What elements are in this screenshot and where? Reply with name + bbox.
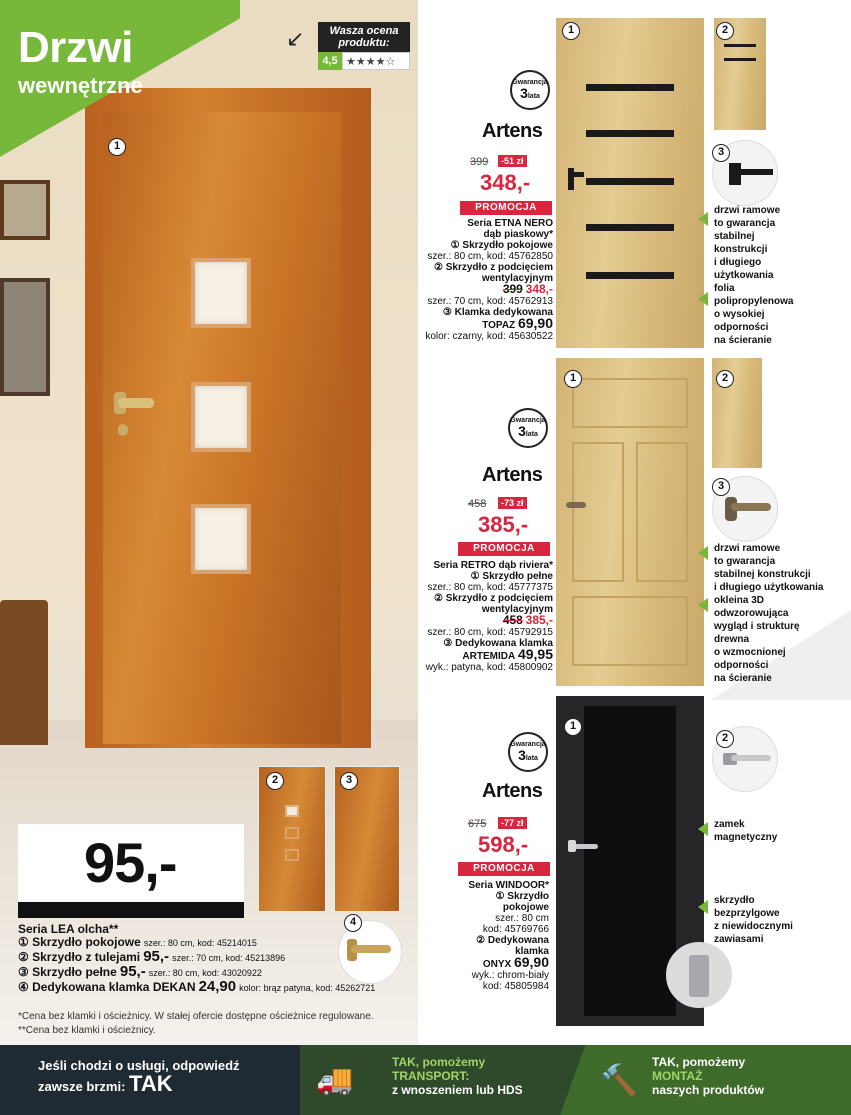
item-2: ② Skrzydło z podcięciem bbox=[434, 593, 553, 604]
guarantee-years: 3 bbox=[518, 747, 526, 763]
lea-item-3-spec: szer.: 80 cm, kod: 43020922 bbox=[148, 968, 262, 978]
etna-door-image bbox=[556, 18, 704, 348]
pointer-icon bbox=[698, 900, 708, 914]
windoor-features-2 bbox=[714, 894, 844, 946]
guarantee-label: Gwarancja bbox=[510, 741, 546, 748]
footer-banner bbox=[0, 1045, 851, 1115]
series-name: Seria RETRO dąb riviera* bbox=[433, 560, 553, 571]
feature-line: to gwarancja bbox=[714, 218, 776, 229]
feature-line: o wzmocnionej bbox=[714, 647, 786, 658]
item-2-old: 458 bbox=[502, 613, 523, 627]
promo-badge: PROMOCJA bbox=[458, 542, 550, 556]
feature-line: folia bbox=[714, 283, 735, 294]
transport-line2: TRANSPORT: bbox=[392, 1069, 470, 1083]
retro-info bbox=[363, 560, 553, 673]
feature-line: zamek bbox=[714, 819, 745, 830]
lea-item-3-price: 95,- bbox=[119, 963, 146, 980]
feature-line: magnetyczny bbox=[714, 832, 778, 843]
lea-door-thumb-2 bbox=[258, 766, 326, 912]
footer-tak: TAK bbox=[129, 1071, 173, 1096]
feature-line: drzwi ramowe bbox=[714, 543, 781, 554]
page-title bbox=[18, 23, 143, 98]
rating-label: Wasza ocena produktu: bbox=[318, 22, 410, 52]
brand-name: Artens bbox=[482, 120, 543, 142]
marker-3: 3 bbox=[712, 144, 730, 162]
feature-line: odporności bbox=[714, 322, 769, 333]
marker-4: 4 bbox=[344, 914, 362, 932]
guarantee-unit: lata bbox=[525, 431, 538, 438]
guarantee-label: Gwarancja bbox=[510, 417, 546, 424]
hinge-image bbox=[666, 942, 732, 1008]
item-3-price: 49,95 bbox=[517, 646, 553, 662]
marker-1: 1 bbox=[564, 718, 582, 736]
feature-line: użytkowania bbox=[714, 270, 774, 281]
guarantee-years: 3 bbox=[520, 85, 528, 101]
guarantee-label: Gwarancja bbox=[512, 79, 548, 86]
marker-3: 3 bbox=[340, 772, 358, 790]
promo-badge: PROMOCJA bbox=[460, 201, 552, 215]
door-handle bbox=[118, 398, 154, 408]
item-3-code: kod: 45805984 bbox=[482, 981, 549, 992]
feature-line: na ścieranie bbox=[714, 673, 772, 684]
retro-features bbox=[714, 542, 844, 685]
montaz-line2: MONTAŻ bbox=[652, 1069, 703, 1083]
promo-badge: PROMOCJA bbox=[458, 862, 550, 876]
lea-item-2-price: 95,- bbox=[143, 948, 170, 965]
pointer-icon bbox=[698, 292, 708, 306]
feature-line: stabilnej konstrukcji bbox=[714, 569, 811, 580]
footnote-2: **Cena bez klamki i ościeżnicy. bbox=[18, 1025, 156, 1036]
lea-item-2-spec: szer.: 70 cm, kod: 45213896 bbox=[172, 953, 286, 963]
item-1: ① Skrzydło bbox=[495, 891, 549, 902]
item-3: ③ Dedykowana klamka bbox=[443, 638, 553, 649]
transport-line3: z wnoszeniem lub HDS bbox=[392, 1083, 523, 1097]
item-1-spec: szer.: 80 cm bbox=[495, 913, 549, 924]
marker-2: 2 bbox=[716, 730, 734, 748]
feature-line: to gwarancja bbox=[714, 556, 776, 567]
item-1-b: pokojowe bbox=[502, 902, 549, 913]
marker-2: 2 bbox=[266, 772, 284, 790]
lea-item-1: ① Skrzydło pokojowe bbox=[18, 935, 141, 949]
feature-line: o wysokiej bbox=[714, 309, 765, 320]
lea-item-3: ③ Skrzydło pełne bbox=[18, 965, 117, 979]
discount-badge: -73 zł bbox=[498, 497, 527, 509]
guarantee-badge bbox=[508, 408, 548, 448]
item-2: ② Dedykowana bbox=[476, 935, 549, 946]
item-2-old: 399 bbox=[502, 282, 523, 296]
door-glass bbox=[191, 382, 251, 452]
guarantee-unit: lata bbox=[525, 755, 538, 762]
feature-line: okleina 3D bbox=[714, 595, 765, 606]
title-sub: wewnętrzne bbox=[18, 73, 143, 98]
feature-line: konstrukcji bbox=[714, 244, 768, 255]
lea-item-2: ② Skrzydło z tulejami bbox=[18, 950, 141, 964]
retro-door-image bbox=[556, 358, 704, 686]
old-price: 675 bbox=[468, 818, 487, 830]
item-3-price: 69,90 bbox=[517, 315, 553, 331]
stars-icon: ★★★★☆ bbox=[342, 52, 410, 70]
series-name: Seria ETNA NERO bbox=[467, 218, 553, 229]
feature-line: wygląd i strukturę bbox=[714, 621, 800, 632]
lea-item-4-spec: kolor: brąz patyna, kod: 45262721 bbox=[239, 983, 376, 993]
lea-door-image bbox=[103, 112, 341, 744]
etna-features bbox=[714, 204, 844, 347]
item-3-name: TOPAZ bbox=[482, 320, 516, 331]
feature-line: na ścieranie bbox=[714, 335, 772, 346]
feature-line: stabilnej bbox=[714, 231, 755, 242]
pointer-icon bbox=[698, 598, 708, 612]
windoor-info bbox=[409, 880, 549, 992]
chair bbox=[0, 600, 48, 745]
marker-2: 2 bbox=[716, 22, 734, 40]
brand-logo bbox=[482, 464, 542, 487]
marker-3: 3 bbox=[712, 478, 730, 496]
feature-line: i długiego użytkowania bbox=[714, 582, 824, 593]
item-3: ③ Klamka dedykowana bbox=[442, 307, 553, 318]
feature-line: i długiego bbox=[714, 257, 762, 268]
item-3-spec: wyk.: patyna, kod: 45800902 bbox=[425, 662, 553, 673]
feature-line: zawiasami bbox=[714, 934, 764, 945]
feature-line: z niewidocznymi bbox=[714, 921, 793, 932]
guarantee-badge bbox=[508, 732, 548, 772]
item-2-new: 385,- bbox=[525, 613, 553, 627]
discount-badge: -51 zł bbox=[498, 155, 527, 167]
item-1-code: kod: 45769766 bbox=[482, 924, 549, 935]
brand-logo bbox=[482, 120, 542, 143]
item-2-b: wentylacyjnym bbox=[481, 273, 553, 284]
footer-lead-line2: zawsze brzmi: bbox=[38, 1079, 126, 1094]
new-price: 385,- bbox=[478, 512, 529, 537]
discount-badge: -77 zł bbox=[498, 817, 527, 829]
item-2-b: klamka bbox=[515, 946, 549, 957]
footnotes bbox=[18, 1010, 374, 1038]
windoor-features-1 bbox=[714, 818, 844, 844]
wall-picture bbox=[0, 180, 50, 240]
brand-name: Artens bbox=[482, 464, 543, 486]
arrow-icon: ↙ bbox=[286, 26, 305, 51]
new-price: 348,- bbox=[480, 170, 531, 195]
price-bar bbox=[18, 902, 244, 918]
brand-logo bbox=[482, 780, 542, 803]
item-2-new: 348,- bbox=[525, 282, 553, 296]
item-3-spec: kolor: czarny, kod: 45630522 bbox=[425, 331, 553, 342]
montaz-line3: naszych produktów bbox=[652, 1083, 765, 1097]
footer-lead-line1: Jeśli chodzi o usługi, odpowiedź bbox=[38, 1058, 240, 1073]
montaz-line1: TAK, pomożemy bbox=[652, 1055, 746, 1069]
marker-1: 1 bbox=[108, 138, 126, 156]
item-3-name: ONYX bbox=[482, 959, 512, 970]
guarantee-years: 3 bbox=[518, 423, 526, 439]
item-1: ① Skrzydło pokojowe bbox=[450, 240, 553, 251]
guarantee-badge bbox=[510, 70, 550, 110]
wall-picture bbox=[0, 278, 50, 396]
feature-line: polipropylenowa bbox=[714, 296, 794, 307]
item-2-spec: szer.: 70 cm, kod: 45762913 bbox=[427, 296, 553, 307]
door-glass bbox=[191, 504, 251, 574]
item-2: ② Skrzydło z podcięciem bbox=[434, 262, 553, 273]
series-name: Seria WINDOOR* bbox=[468, 880, 549, 891]
marker-1: 1 bbox=[562, 22, 580, 40]
title-main: Drzwi bbox=[18, 23, 133, 72]
footnote-1: *Cena bez klamki i ościeżnicy. W stałej ofercie dostępne ościeżnice regulowane. bbox=[18, 1011, 374, 1022]
pointer-icon bbox=[698, 546, 708, 560]
rating-badge bbox=[318, 22, 410, 74]
lea-series: Seria LEA olcha** bbox=[18, 922, 119, 936]
item-1-spec: szer.: 80 cm, kod: 45777375 bbox=[427, 582, 553, 593]
item-2-b: wentylacyjnym bbox=[481, 604, 553, 615]
footer-montaz bbox=[652, 1055, 764, 1097]
feature-line: odporności bbox=[714, 660, 769, 671]
transport-line1: TAK, pomożemy bbox=[392, 1055, 486, 1069]
feature-line: drzwi ramowe bbox=[714, 205, 781, 216]
lea-item-4: ④ Dedykowana klamka DEKAN bbox=[18, 980, 196, 994]
lock-rose bbox=[118, 424, 128, 436]
guarantee-unit: lata bbox=[527, 93, 540, 100]
pointer-icon bbox=[698, 822, 708, 836]
truck-icon: 🚚 bbox=[316, 1064, 354, 1097]
brand-name: Artens bbox=[482, 780, 543, 802]
feature-line: odwzorowująca bbox=[714, 608, 789, 619]
marker-2: 2 bbox=[716, 370, 734, 388]
new-price: 598,- bbox=[478, 832, 529, 857]
item-1-spec: szer.: 80 cm, kod: 45762850 bbox=[427, 251, 553, 262]
marker-1: 1 bbox=[564, 370, 582, 388]
lea-item-4-price: 24,90 bbox=[198, 978, 237, 995]
item-3-spec: wyk.: chrom-biały bbox=[471, 970, 549, 981]
footer-lead bbox=[38, 1057, 240, 1096]
item-3-price: 69,90 bbox=[513, 954, 549, 970]
feature-line: skrzydło bbox=[714, 895, 755, 906]
door-glass bbox=[191, 258, 251, 328]
feature-line: drewna bbox=[714, 634, 750, 645]
footer-transport bbox=[392, 1055, 523, 1097]
item-2-spec: szer.: 80 cm, kod: 45792915 bbox=[427, 627, 553, 638]
pointer-icon bbox=[698, 212, 708, 226]
hammer-hand-icon: 🔨 bbox=[600, 1064, 638, 1097]
lea-item-1-spec: szer.: 80 cm, kod: 45214015 bbox=[143, 938, 257, 948]
old-price: 399 bbox=[470, 156, 489, 168]
rating-value: 4,5 bbox=[318, 52, 342, 70]
item-3-name: ARTEMIDA bbox=[462, 651, 516, 662]
lea-price: 95,- bbox=[84, 831, 177, 894]
item-1: ① Skrzydło pełne bbox=[470, 571, 553, 582]
series-finish: dąb piaskowy* bbox=[483, 229, 553, 240]
etna-info bbox=[383, 218, 553, 342]
feature-line: bezprzylgowe bbox=[714, 908, 780, 919]
old-price: 458 bbox=[468, 498, 487, 510]
